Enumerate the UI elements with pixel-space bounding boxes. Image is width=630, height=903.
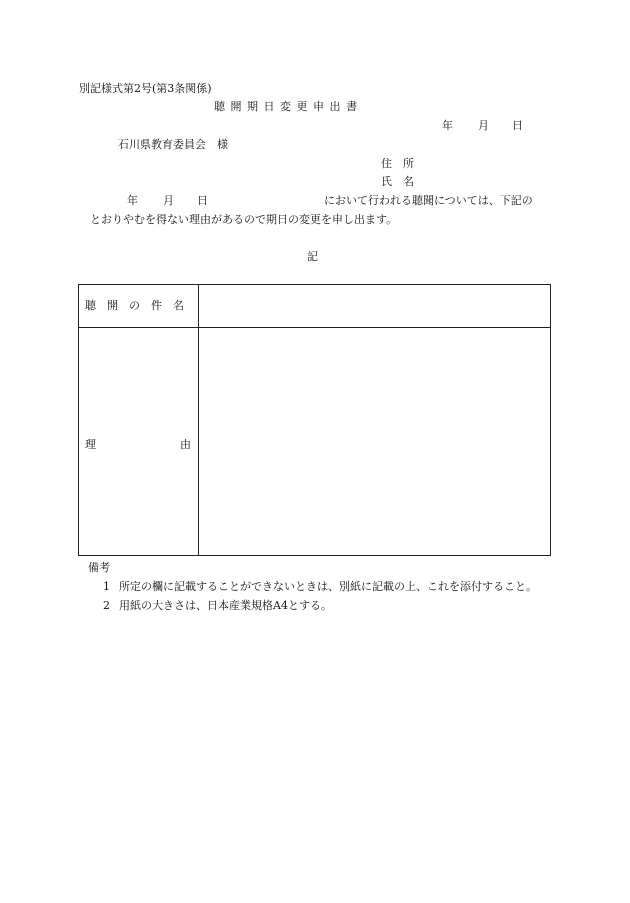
body-line1-tail: において行われる聴聞については、下記の [324,194,533,207]
address-label: 住 所 [381,157,414,170]
reason-label-right: 由 [180,438,191,451]
reason-label-left: 理 [85,438,96,451]
body-month: 月 [163,194,174,207]
table-divider-vertical [198,285,199,555]
note-number: 2 [103,599,110,612]
body-line2: とおりやむを得ない理由があるので期日の変更を申し出ます。 [90,213,398,226]
body-year: 年 [127,194,138,207]
details-table [78,284,551,556]
body-day: 日 [197,194,208,207]
notes-heading: 備考 [88,561,110,574]
date-month: 月 [478,119,489,132]
form-title: 聴 開 期 日 変 更 申 出 書 [214,100,358,113]
ki-label: 記 [307,250,318,263]
addressee: 石川県教育委員会 様 [118,138,228,151]
date-year: 年 [442,119,453,132]
form-number: 別記様式第2号(第3条関係) [79,82,212,95]
note-text: 所定の欄に記載することができないときは、別紙に記載の上、これを添付すること。 [119,580,537,593]
hearing-subject-label: 聴 開 の 件 名 [85,299,184,312]
date-day: 日 [512,119,523,132]
note-text: 用紙の大きさは、日本産業規格A4とする。 [119,599,332,612]
table-divider-horizontal [79,327,550,328]
note-number: 1 [103,580,110,593]
name-label: 氏 名 [381,175,414,188]
